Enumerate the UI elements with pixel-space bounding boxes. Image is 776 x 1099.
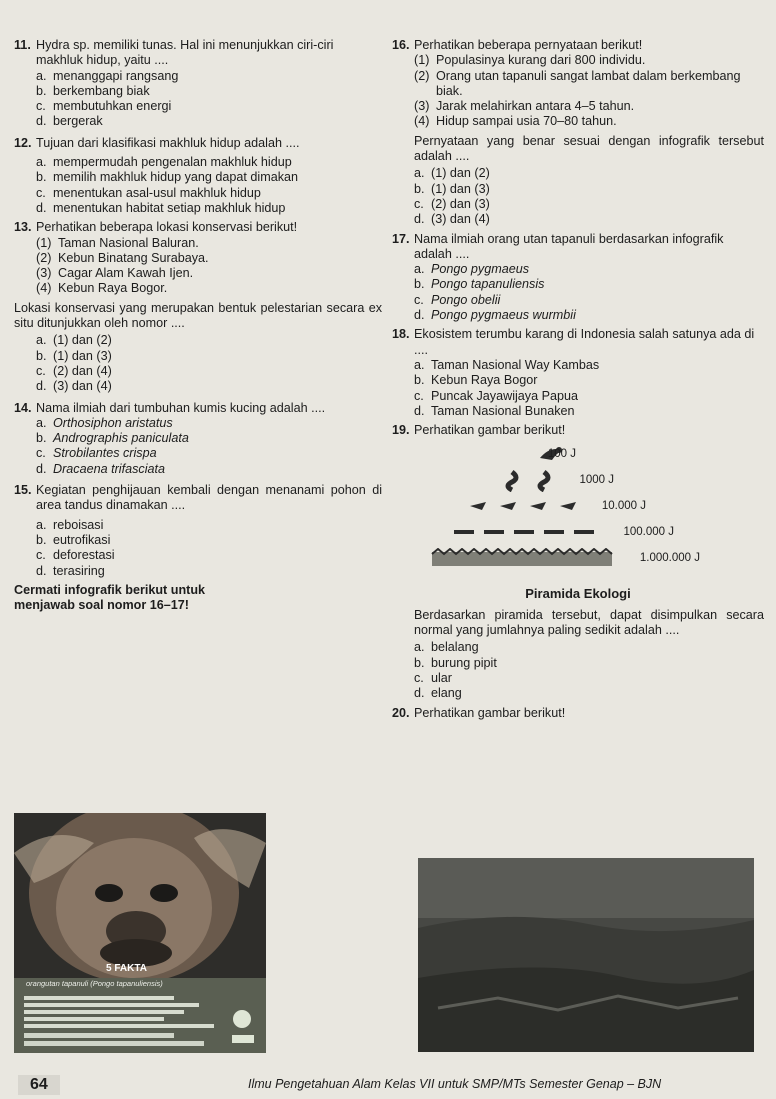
- option-letter: b.: [414, 655, 425, 670]
- option-c[interactable]: [36, 446, 382, 461]
- question-followup: Pernyataan yang benar sesuai dengan infografik tersebut adalah ....: [414, 133, 764, 164]
- option-letter: c.: [36, 99, 46, 114]
- option-text: (1) dan (3): [431, 181, 490, 196]
- infographic-subtitle: orangutan tapanuli (Pongo tapanuliensis): [26, 979, 163, 988]
- statement-item: [414, 114, 764, 129]
- orangutan-infographic: [14, 813, 266, 1053]
- option-text: berkembang biak: [53, 83, 150, 98]
- option-letter: c.: [36, 185, 46, 200]
- option-d[interactable]: [36, 379, 382, 394]
- statement-number: (3): [414, 99, 430, 114]
- option-c[interactable]: [414, 389, 764, 404]
- option-a[interactable]: [414, 166, 764, 181]
- question-text: Ekosistem terumbu karang di Indonesia salah satunya ada di ....: [414, 327, 755, 357]
- right-column: [392, 38, 764, 725]
- option-d[interactable]: [414, 212, 764, 227]
- option-c[interactable]: [414, 293, 764, 308]
- option-text: terasiring: [53, 563, 105, 578]
- option-letter: b.: [414, 181, 425, 196]
- option-c[interactable]: [36, 186, 382, 201]
- option-a[interactable]: [36, 416, 382, 431]
- statement-text: Kebun Binatang Surabaya.: [58, 250, 209, 265]
- question-followup: Lokasi konservasi yang merupakan bentuk pelestarian secara ex situ ditunjukkan oleh nomor ....: [14, 300, 382, 331]
- question-12: [14, 136, 382, 216]
- statement-text: Hidup sampai usia 70–80 tahun.: [436, 114, 617, 129]
- infographic-instruction: Cermati infografik berikut untuk menjawab soal nomor 16–17!: [14, 582, 206, 613]
- ecological-pyramid: [392, 442, 764, 582]
- option-text: (2) dan (3): [431, 196, 490, 211]
- option-a[interactable]: [414, 358, 764, 373]
- option-b[interactable]: [414, 277, 764, 292]
- pyramid-energy-label: 100.000 J: [623, 526, 674, 539]
- option-text: deforestasi: [53, 548, 115, 563]
- option-d[interactable]: [414, 686, 764, 701]
- page-number: 64: [18, 1075, 60, 1095]
- option-a[interactable]: [36, 518, 382, 533]
- options: [414, 166, 764, 227]
- option-letter: d.: [414, 686, 425, 701]
- pyramid-level-eagle: [392, 444, 764, 466]
- statement-text: Cagar Alam Kawah Ijen.: [58, 266, 194, 281]
- question-text: Nama ilmiah orang utan tapanuli berdasarkan infografik adalah ....: [414, 231, 724, 261]
- question-text: Kegiatan penghijauan kembali dengan menanami pohon di area tandus dinamakan ....: [36, 483, 382, 513]
- option-text: menanggapi rangsang: [53, 68, 179, 83]
- grass-icon: [392, 548, 764, 570]
- option-b[interactable]: [36, 533, 382, 548]
- option-c[interactable]: [36, 548, 382, 563]
- grasshopper-icon: [392, 522, 764, 544]
- option-text: (3) dan (4): [53, 379, 112, 394]
- pyramid-level-bird: [392, 496, 764, 518]
- option-text: Strobilantes crispa: [53, 446, 157, 461]
- pyramid-energy-label: 1.000.000 J: [639, 552, 700, 565]
- option-letter: a.: [414, 357, 425, 372]
- statement-list: [14, 236, 382, 297]
- option-c[interactable]: [36, 99, 382, 114]
- options: [36, 518, 382, 579]
- question-number: 20.: [392, 705, 410, 720]
- option-letter: c.: [414, 670, 424, 685]
- infographic-title: 5 FAKTA: [106, 963, 147, 974]
- option-letter: a.: [36, 68, 47, 83]
- option-letter: a.: [36, 155, 47, 170]
- option-b[interactable]: [414, 182, 764, 197]
- question-text: Perhatikan gambar berikut!: [414, 423, 566, 438]
- option-c[interactable]: [414, 671, 764, 686]
- option-letter: d.: [414, 403, 425, 418]
- pyramid-title: Piramida Ekologi: [525, 586, 631, 602]
- option-letter: b.: [414, 277, 425, 292]
- question-11: [14, 38, 382, 130]
- statement-list: [392, 53, 764, 129]
- option-text: Puncak Jayawijaya Papua: [431, 388, 579, 403]
- question-20-photo: [418, 858, 754, 1052]
- statement-text: Taman Nasional Baluran.: [58, 235, 199, 250]
- option-letter: d.: [36, 563, 47, 578]
- statement-text: Jarak melahirkan antara 4–5 tahun.: [436, 99, 635, 114]
- option-text: belalang: [431, 640, 479, 655]
- question-19: [392, 423, 764, 701]
- options: [36, 155, 382, 216]
- question-number: 13.: [14, 220, 32, 235]
- option-text: Taman Nasional Bunaken: [431, 403, 575, 418]
- option-letter: d.: [414, 212, 425, 227]
- option-text: menentukan habitat setiap makhluk hidup: [53, 200, 286, 215]
- option-text: Orthosiphon aristatus: [53, 415, 173, 430]
- options: [36, 69, 382, 130]
- question-text: Perhatikan beberapa lokasi konservasi berikut!: [36, 220, 298, 235]
- option-c[interactable]: [414, 197, 764, 212]
- option-text: Kebun Raya Bogor: [431, 373, 538, 388]
- option-text: (1) dan (2): [53, 333, 112, 348]
- option-a[interactable]: [414, 640, 764, 655]
- option-text: eutrofikasi: [53, 532, 111, 547]
- option-text: Taman Nasional Way Kambas: [431, 357, 600, 372]
- statement-text: Populasinya kurang dari 800 individu.: [436, 53, 646, 68]
- eagle-icon: [392, 444, 764, 466]
- option-letter: c.: [414, 388, 424, 403]
- option-d[interactable]: [414, 404, 764, 419]
- option-a[interactable]: [36, 69, 382, 84]
- statement-number: (1): [414, 53, 430, 68]
- option-b[interactable]: [414, 373, 764, 388]
- statement-number: (1): [36, 235, 52, 250]
- options: [36, 333, 382, 394]
- option-d[interactable]: [414, 308, 764, 323]
- question-number: 12.: [14, 135, 32, 150]
- option-letter: a.: [414, 166, 425, 181]
- option-text: mempermudah pengenalan makhluk hidup: [53, 155, 292, 170]
- option-d[interactable]: [36, 564, 382, 579]
- left-column: [14, 38, 382, 613]
- question-text: Perhatikan gambar berikut!: [414, 705, 566, 720]
- question-followup: Berdasarkan piramida tersebut, dapat disimpulkan secara normal yang jumlahnya paling sedikit adalah ....: [414, 607, 764, 638]
- option-letter: c.: [36, 446, 46, 461]
- question-20: [392, 706, 764, 721]
- question-number: 14.: [14, 400, 32, 415]
- option-letter: a.: [36, 415, 47, 430]
- footer-book-title: Ilmu Pengetahuan Alam Kelas VII untuk SMP/MTs Semester Genap – BJN: [248, 1077, 662, 1091]
- option-d[interactable]: [36, 201, 382, 216]
- option-text: Pongo pygmaeus wurmbii: [431, 308, 576, 323]
- question-17: [392, 232, 764, 324]
- option-text: (2) dan (4): [53, 363, 112, 378]
- option-letter: a.: [414, 262, 425, 277]
- option-b[interactable]: [36, 170, 382, 185]
- pyramid-energy-label: 10.000 J: [601, 500, 646, 513]
- option-c[interactable]: [36, 364, 382, 379]
- pyramid-energy-label: 1000 J: [579, 474, 614, 487]
- option-letter: d.: [36, 114, 47, 129]
- option-d[interactable]: [36, 462, 382, 477]
- option-text: elang: [431, 686, 462, 701]
- option-letter: d.: [36, 379, 47, 394]
- question-number: 11.: [14, 38, 31, 52]
- option-letter: c.: [414, 292, 424, 307]
- option-letter: a.: [36, 333, 47, 348]
- question-13: [14, 220, 382, 394]
- statement-text: Orang utan tapanuli sangat lambat dalam berkembang biak.: [436, 68, 741, 98]
- question-number: 19.: [392, 423, 410, 438]
- option-letter: c.: [36, 548, 46, 563]
- pyramid-energy-label: 100 J: [547, 448, 576, 461]
- option-text: Pongo tapanuliensis: [431, 277, 545, 292]
- option-b[interactable]: [36, 84, 382, 99]
- page-footer: [0, 1072, 776, 1099]
- question-number: 18.: [392, 327, 410, 342]
- question-text: Hydra sp. memiliki tunas. Hal ini menunjukkan ciri-ciri makhluk hidup, yaitu ....: [36, 38, 334, 68]
- infographic-fact-list: [24, 993, 220, 1031]
- statement-number: (3): [36, 266, 52, 281]
- pyramid-level-snake: [392, 470, 764, 492]
- option-a[interactable]: [36, 333, 382, 348]
- question-text: Nama ilmiah dari tumbuhan kumis kucing adalah ....: [36, 400, 326, 415]
- statement-item: [414, 53, 764, 68]
- option-letter: d.: [414, 308, 425, 323]
- question-number: 17.: [392, 231, 410, 246]
- option-text: Pongo obelii: [431, 292, 501, 307]
- option-letter: b.: [36, 348, 47, 363]
- options: [36, 416, 382, 477]
- statement-item: [414, 69, 764, 100]
- option-letter: d.: [36, 461, 47, 476]
- statement-item: [36, 266, 382, 281]
- option-a[interactable]: [414, 262, 764, 277]
- option-letter: c.: [414, 196, 424, 211]
- pyramid-level-grass: [392, 548, 764, 570]
- question-number: 16.: [392, 38, 410, 52]
- question-15: [14, 483, 382, 579]
- question-text: Tujuan dari klasifikasi makhluk hidup adalah ....: [36, 135, 300, 150]
- statement-number: (4): [414, 114, 430, 129]
- options: [414, 358, 764, 419]
- question-14: [14, 401, 382, 477]
- question-text: Perhatikan beberapa pernyataan berikut!: [414, 38, 643, 52]
- statement-number: (4): [36, 281, 52, 296]
- option-letter: b.: [36, 532, 47, 547]
- question-18: [392, 327, 764, 419]
- statement-text: Kebun Raya Bogor.: [58, 281, 168, 296]
- option-letter: b.: [36, 431, 47, 446]
- option-text: (1) dan (2): [431, 166, 490, 181]
- option-letter: b.: [414, 373, 425, 388]
- option-text: ular: [431, 670, 452, 685]
- sparrow-icon: [392, 496, 764, 518]
- statement-number: (2): [414, 68, 430, 83]
- option-text: burung pipit: [431, 655, 497, 670]
- option-d[interactable]: [36, 114, 382, 129]
- options: [414, 640, 764, 701]
- option-text: Pongo pygmaeus: [431, 262, 530, 277]
- option-text: reboisasi: [53, 517, 104, 532]
- option-letter: a.: [36, 517, 47, 532]
- option-letter: a.: [414, 640, 425, 655]
- statement-item: [36, 236, 382, 251]
- statement-item: [36, 281, 382, 296]
- statement-item: [414, 99, 764, 114]
- pyramid-level-grasshopper: [392, 522, 764, 544]
- option-b[interactable]: [414, 656, 764, 671]
- option-b[interactable]: [36, 349, 382, 364]
- option-text: bergerak: [53, 114, 103, 129]
- statement-item: [36, 251, 382, 266]
- question-16: [392, 38, 764, 228]
- option-letter: c.: [36, 363, 46, 378]
- option-b[interactable]: [36, 431, 382, 446]
- option-letter: b.: [36, 83, 47, 98]
- option-text: Andrographis paniculata: [53, 431, 189, 446]
- option-text: memilih makhluk hidup yang dapat dimakan: [53, 170, 299, 185]
- option-text: menentukan asal-usul makhluk hidup: [53, 185, 261, 200]
- options: [414, 262, 764, 323]
- question-number: 15.: [14, 483, 32, 498]
- landscape-photo: [418, 858, 754, 1052]
- snake-icon: [392, 470, 764, 492]
- option-letter: d.: [36, 200, 47, 215]
- statement-number: (2): [36, 250, 52, 265]
- option-text: (3) dan (4): [431, 212, 490, 227]
- option-text: Dracaena trifasciata: [53, 461, 165, 476]
- option-text: (1) dan (3): [53, 348, 112, 363]
- option-a[interactable]: [36, 155, 382, 170]
- option-letter: b.: [36, 170, 47, 185]
- option-text: membutuhkan energi: [53, 99, 172, 114]
